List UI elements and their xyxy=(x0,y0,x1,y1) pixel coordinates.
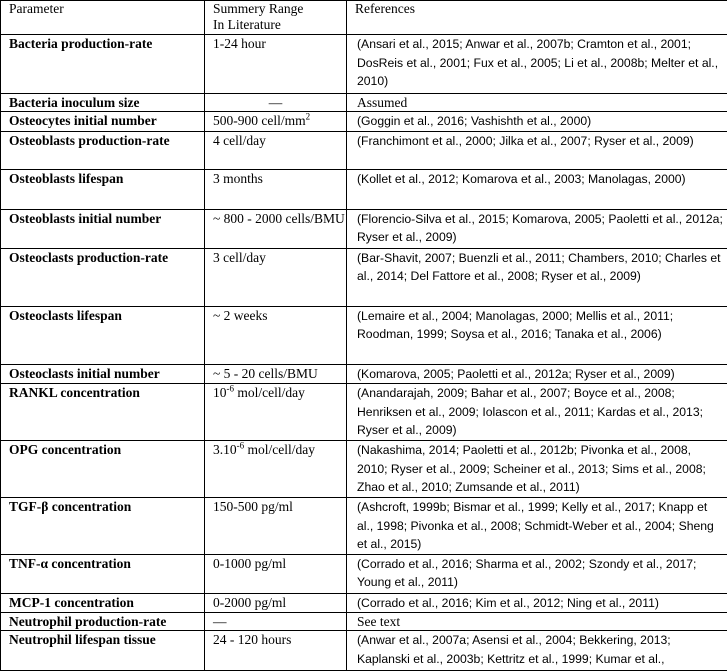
parameter-cell: TNF-α concentration xyxy=(1,554,205,593)
range-cell: 1-24 hour xyxy=(205,35,347,94)
parameter-cell: Osteoblasts production-rate xyxy=(1,131,205,169)
table-row xyxy=(1,593,727,613)
references-cell: (Ashcroft, 1999b; Bismar et al., 1999; Kelly et al., 2017; Knapp et al., 1998; Pivonka et al., 2008; Schmidt-Weber et al., 2004; Sheng et al., 2015) xyxy=(347,498,727,555)
parameter-cell: Neutrophil lifespan tissue xyxy=(1,631,205,671)
range-cell: ~ 5 - 20 cells/BMU xyxy=(205,364,347,384)
references-cell: (Corrado et al., 2016; Kim et al., 2012; Ning et al., 2011) xyxy=(347,593,727,613)
parameter-cell: Neutrophil production-rate xyxy=(1,613,205,631)
table-row xyxy=(1,364,727,384)
references-cell: (Lemaire et al., 2004; Manolagas, 2000; Mellis et al., 2011; Roodman, 1999; Soysa et al., 2016; Tanaka et al., 2006) xyxy=(347,306,727,364)
range-superscript: 2 xyxy=(306,112,311,122)
references-cell: See text xyxy=(347,613,727,631)
parameter-cell: Bacteria inoculum size xyxy=(1,94,205,112)
range-base: 10 xyxy=(213,385,227,400)
table-row xyxy=(1,169,727,209)
parameter-cell: Osteoclasts initial number xyxy=(1,364,205,384)
range-superscript: -6 xyxy=(237,441,245,451)
table-row xyxy=(1,209,727,248)
table-row xyxy=(1,498,727,555)
range-cell xyxy=(205,384,347,441)
header-references: References xyxy=(347,1,727,35)
table-row xyxy=(1,384,727,441)
table-row xyxy=(1,306,727,364)
table-row xyxy=(1,35,727,94)
references-cell: (Franchimont et al., 2000; Jilka et al., 2007; Ryser et al., 2009) xyxy=(347,131,727,169)
references-cell: (Nakashima, 2014; Paoletti et al., 2012b; Pivonka et al., 2008, 2010; Ryser et al., 2009; Scheiner et al., 2013; Sims et al., 2008; Zhao et al., 2010; Zumsande et al., 2011) xyxy=(347,441,727,498)
header-range-line2: In Literature xyxy=(213,17,281,32)
parameter-cell: Osteoblasts lifespan xyxy=(1,169,205,209)
references-cell: (Anandarajah, 2009; Bahar et al., 2007; Boyce et al., 2008; Henriksen et al., 2009; Iolascon et al., 2011; Kardas et al., 2013; Ryser et al., 2009) xyxy=(347,384,727,441)
range-value: 500-900 cell/mm xyxy=(213,113,306,128)
range-cell: 150-500 pg/ml xyxy=(205,498,347,555)
range-cell: 3 months xyxy=(205,169,347,209)
range-cell: 24 - 120 hours xyxy=(205,631,347,671)
table-row xyxy=(1,94,727,112)
parameter-cell: Osteocytes initial number xyxy=(1,112,205,132)
parameter-cell: TGF-β concentration xyxy=(1,498,205,555)
range-cell: 3 cell/day xyxy=(205,248,347,306)
table-row xyxy=(1,441,727,498)
parameter-cell: Osteoclasts lifespan xyxy=(1,306,205,364)
range-superscript: -6 xyxy=(227,384,235,394)
parameter-cell: OPG concentration xyxy=(1,441,205,498)
table-row xyxy=(1,131,727,169)
references-cell: (Florencio-Silva et al., 2015; Komarova, 2005; Paoletti et al., 2012a; Ryser et al., 2009) xyxy=(347,209,727,248)
parameter-cell: Osteoblasts initial number xyxy=(1,209,205,248)
range-cell: ~ 2 weeks xyxy=(205,306,347,364)
parameter-cell: Osteoclasts production-rate xyxy=(1,248,205,306)
table-row xyxy=(1,613,727,631)
table-row xyxy=(1,554,727,593)
table-row xyxy=(1,112,727,132)
parameter-cell: MCP-1 concentration xyxy=(1,593,205,613)
header-parameter: Parameter xyxy=(1,1,205,35)
references-cell: (Goggin et al., 2016; Vashishth et al., 2000) xyxy=(347,112,727,132)
range-unit: mol/cell/day xyxy=(234,385,305,400)
range-cell: — xyxy=(205,94,347,112)
parameter-cell: RANKL concentration xyxy=(1,384,205,441)
header-range xyxy=(205,1,347,35)
table-row xyxy=(1,248,727,306)
references-cell: (Bar-Shavit, 2007; Buenzli et al., 2011; Chambers, 2010; Charles et al., 2014; Del Fattore et al., 2008; Ryser et al., 2009) xyxy=(347,248,727,306)
header-row xyxy=(1,1,727,35)
table-row xyxy=(1,631,727,671)
range-cell xyxy=(205,441,347,498)
references-cell: (Anwar et al., 2007a; Asensi et al., 2004; Bekkering, 2013; Kaplanski et al., 2003b; Kettritz et al., 1999; Kumar et al., xyxy=(347,631,727,671)
range-cell: 0-1000 pg/ml xyxy=(205,554,347,593)
range-unit: mol/cell/day xyxy=(244,442,315,457)
references-cell: (Ansari et al., 2015; Anwar et al., 2007b; Cramton et al., 2001; DosReis et al., 2001; Fux et al., 2005; Li et al., 2008b; Melter et al., 2010) xyxy=(347,35,727,94)
range-cell: 0-2000 pg/ml xyxy=(205,593,347,613)
range-cell: — xyxy=(205,613,347,631)
range-cell: 4 cell/day xyxy=(205,131,347,169)
range-cell: ~ 800 - 2000 cells/BMU xyxy=(205,209,347,248)
parameter-cell: Bacteria production-rate xyxy=(1,35,205,94)
header-range-line1: Summery Range xyxy=(213,1,303,16)
range-cell xyxy=(205,112,347,132)
references-cell: Assumed xyxy=(347,94,727,112)
references-cell: (Corrado et al., 2016; Sharma et al., 2002; Szondy et al., 2017; Young et al., 2011) xyxy=(347,554,727,593)
references-cell: (Komarova, 2005; Paoletti et al., 2012a; Ryser et al., 2009) xyxy=(347,364,727,384)
references-cell: (Kollet et al., 2012; Komarova et al., 2003; Manolagas, 2000) xyxy=(347,169,727,209)
range-base: 3.10 xyxy=(213,442,237,457)
